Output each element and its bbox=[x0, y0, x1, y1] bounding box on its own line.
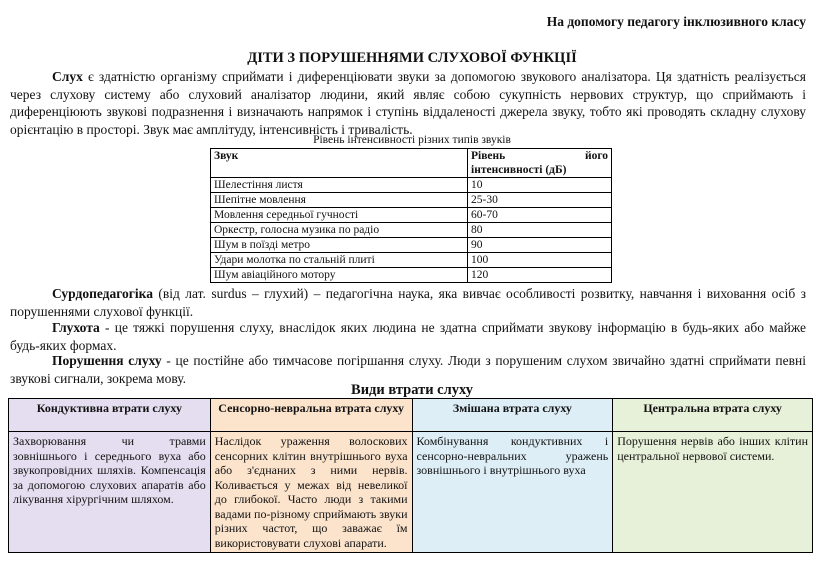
table-header-row bbox=[211, 149, 612, 178]
type-body-conductive: Захворювання чи травми зовнішнього і середнього вуха або звукопровідних шляхів. Компенсація за допомогою слухових апаратів або лікування хірургічним шляхом. bbox=[9, 432, 211, 553]
impairment-term: Порушення слуху bbox=[52, 353, 162, 368]
deafness-term: Глухота bbox=[52, 320, 100, 335]
impairment-text: - це постійне або тимчасове погіршання слуху. Люди з порушеним слухом звичайно здатні сприймати певні звукові сигнали, зокрема мову. bbox=[10, 353, 806, 386]
type-header-conductive: Кондуктивна втрати слуху bbox=[9, 399, 211, 432]
table-row bbox=[211, 253, 612, 268]
type-header-mixed: Змішана втрата слуху bbox=[412, 399, 613, 432]
sound-cell: Шепітне мовлення bbox=[211, 193, 468, 208]
level-cell: 120 bbox=[468, 268, 612, 283]
level-cell: 10 bbox=[468, 178, 612, 193]
level-cell: 80 bbox=[468, 223, 612, 238]
level-cell: 25-30 bbox=[468, 193, 612, 208]
sound-cell: Шум авіаційного мотору bbox=[211, 268, 468, 283]
intro-text: є здатністю організму сприймати і диференціювати звуки за допомогою звукового аналізатора. Ця здатність реалізується через слухову систему або слуховий аналізатор людини, який являє собою сукупність нервових структур, що сприймають і диференціюють звукові подразнення і визначають напрямок і ступінь віддаленості джерела звуку, тобто які проводять складну слухову орієнтацію в просторі. Звук має амплітуду, інтенсивність і тривалість. bbox=[10, 69, 806, 137]
table-row bbox=[211, 268, 612, 283]
surdo-paragraph bbox=[10, 285, 806, 320]
sound-cell: Мовлення середньої гучності bbox=[211, 208, 468, 223]
sound-cell: Удари молотка по стальній плиті bbox=[211, 253, 468, 268]
deafness-text: - це тяжкі порушення слуху, внаслідок яких людина не здатна сприймати звукову інформацію в будь-яких або майже будь-яких формах. bbox=[10, 320, 806, 353]
table-row bbox=[211, 223, 612, 238]
level-cell: 60-70 bbox=[468, 208, 612, 223]
intro-paragraph bbox=[10, 68, 806, 138]
table-row bbox=[211, 238, 612, 253]
page-title: ДІТИ З ПОРУШЕННЯМИ СЛУХОВОЇ ФУНКЦІЇ bbox=[247, 50, 577, 66]
type-body-mixed: Комбінування кондуктивних і сенсорно-невральних уражень зовнішнього і внутрішнього вуха bbox=[412, 432, 613, 553]
sound-cell: Шум в поїзді метро bbox=[211, 238, 468, 253]
type-body-central: Порушення нервів або інших клітин центральної нервової системи. bbox=[613, 432, 813, 553]
header-note: На допомогу педагогу інклюзивного класу bbox=[546, 14, 806, 29]
type-header-sensorineural: Сенсорно-невральна втрата слуху bbox=[210, 399, 412, 432]
sound-cell: Оркестр, голосна музика по радіо bbox=[211, 223, 468, 238]
header-level: Рівень його інтенсивності (дБ) bbox=[468, 149, 612, 178]
levels-table-caption: Рівень інтенсивності різних типів звуків bbox=[313, 134, 511, 146]
surdo-term: Сурдопедагогіка bbox=[52, 286, 153, 301]
table-row bbox=[211, 193, 612, 208]
type-header-central: Центральна втрата слуху bbox=[613, 399, 813, 432]
sound-cell: Шелестіння листя bbox=[211, 178, 468, 193]
level-cell: 100 bbox=[468, 253, 612, 268]
sound-levels-table bbox=[210, 148, 612, 283]
deafness-paragraph bbox=[10, 319, 806, 354]
types-body-row bbox=[9, 432, 813, 553]
table-row bbox=[211, 208, 612, 223]
hearing-loss-types-title: Види втрати слуху bbox=[351, 382, 473, 398]
table-row bbox=[211, 178, 612, 193]
hearing-loss-types-table bbox=[8, 398, 813, 553]
level-cell: 90 bbox=[468, 238, 612, 253]
type-body-sensorineural: Наслідок ураження волоскових сенсорних клітин внутрішнього вуха або з'єднаних з ними нервів. Коливається у межах від невеликої до глибокої. Часто люди з такими вадами по-різному сприймають звуки різних частот, що заважає їм використовувати слухові апарати. bbox=[210, 432, 412, 553]
header-sound: Звук bbox=[211, 149, 468, 178]
types-header-row bbox=[9, 399, 813, 432]
surdo-text: (від лат. surdus – глухий) – педагогічна наука, яка вивчає особливості розвитку, навчання і виховання осіб з порушеннями слухової функції. bbox=[10, 286, 806, 319]
intro-term: Слух bbox=[52, 69, 83, 84]
